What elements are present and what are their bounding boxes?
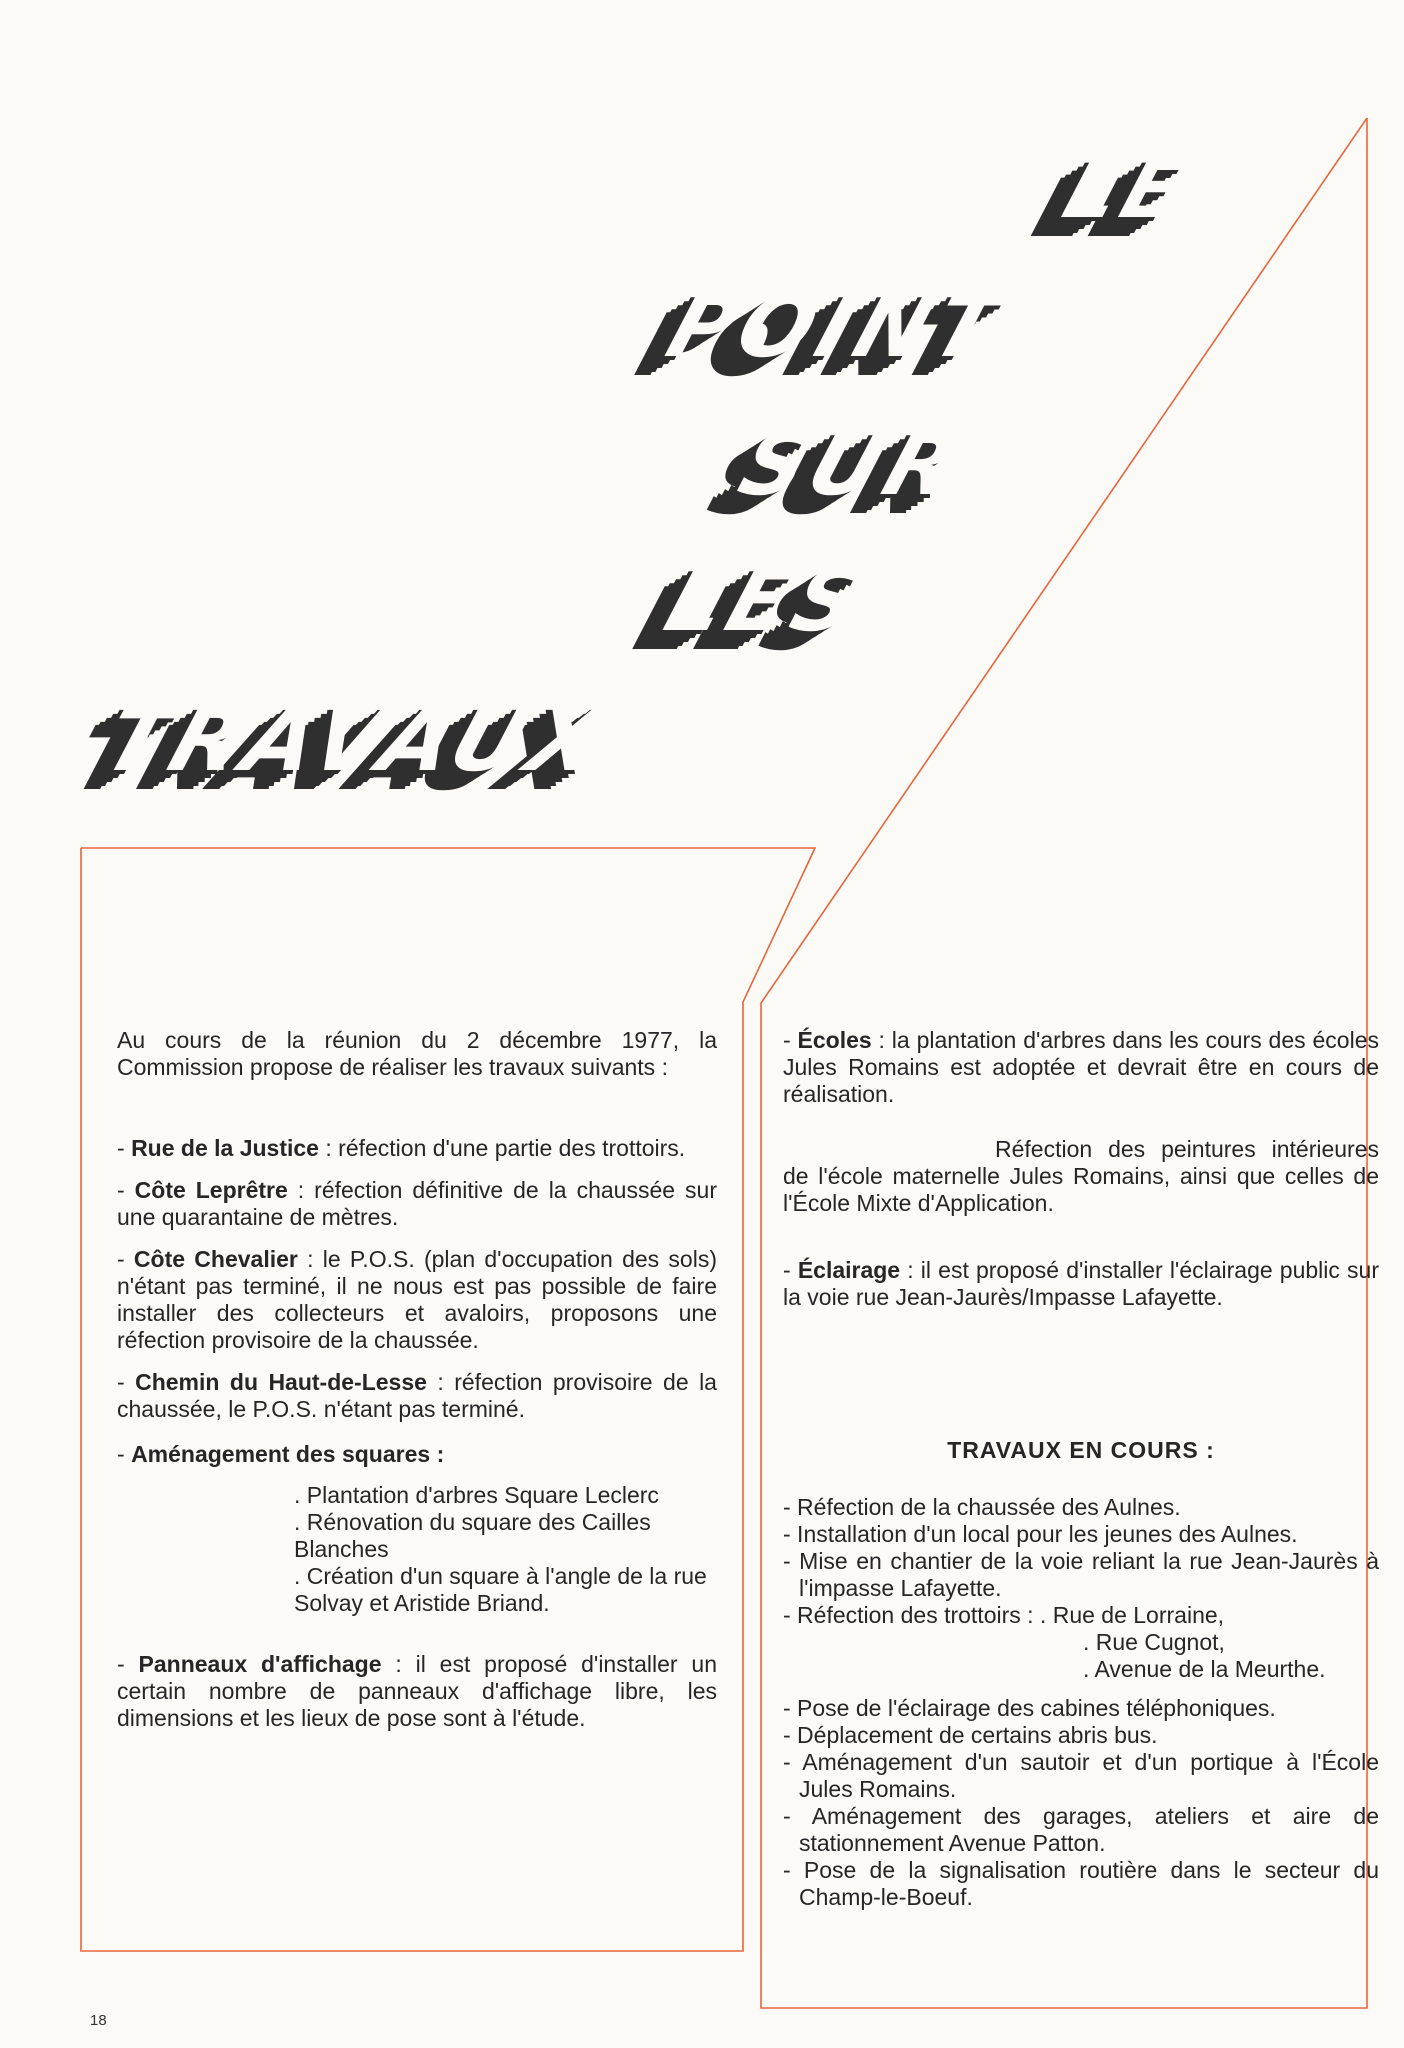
item-cote-chevalier: - Côte Chevalier : le P.O.S. (plan d'occupation des sols) n'étant pas terminé, il ne nous est pas possible de faire installer des collecteurs et avaloirs, proposons une réfection provisoire de la chaussée.: [117, 1246, 717, 1353]
squares-list: [294, 1482, 717, 1617]
item-refection-peintures: Réfection des peintures intérieures de l'école maternelle Jules Romains, ainsi que celles de l'École Mixte d'Application.: [783, 1136, 1379, 1216]
list-item: - Mise en chantier de la voie reliant la rue Jean-Jaurès à l'impasse Lafayette.: [783, 1548, 1379, 1601]
right-column: [783, 1027, 1379, 1311]
list-item: - Pose de la signalisation routière dans le secteur du Champ-le-Boeuf.: [783, 1857, 1379, 1910]
title-line-travaux: TRAVAUX: [91, 688, 623, 791]
item-panneaux: - Panneaux d'affichage : il est proposé d'installer un certain nombre de panneaux d'affichage libre, les dimensions et les lieux de pose sont à l'étude.: [117, 1651, 717, 1731]
page-number: 18: [90, 2012, 107, 2029]
list-item: . Plantation d'arbres Square Leclerc: [294, 1482, 659, 1508]
list-item: - Aménagement des garages, ateliers et aire de stationnement Avenue Patton.: [783, 1803, 1379, 1856]
travaux-en-cours-heading: TRAVAUX EN COURS :: [947, 1437, 1215, 1463]
item-eclairage: - Éclairage : il est proposé d'installer l'éclairage public sur la voie rue Jean-Jaurès/Impasse Lafayette.: [783, 1257, 1379, 1310]
title-line-les: LES: [653, 551, 880, 651]
title-line-point: POINT: [655, 277, 1018, 377]
list-item: - Aménagement d'un sautoir et d'un portique à l'École Jules Romains.: [783, 1749, 1379, 1802]
title-line-le: LE: [1053, 143, 1201, 236]
intro-paragraph: Au cours de la réunion du 2 décembre 1977, la Commission propose de réaliser les travaux suivants :: [117, 1027, 717, 1080]
list-item: . Rue Cugnot,: [1083, 1629, 1225, 1655]
item-chemin-haut-de-lesse: - Chemin du Haut-de-Lesse : réfection provisoire de la chaussée, le P.O.S. n'étant pas terminé.: [117, 1369, 717, 1422]
list-item: - Réfection des trottoirs : . Rue de Lorraine,: [783, 1602, 1225, 1628]
item-rue-justice: - Rue de la Justice : réfection d'une partie des trottoirs.: [117, 1135, 686, 1161]
left-column: [117, 1027, 717, 1732]
item-cote-lepretre: - Côte Leprêtre : réfection définitive de la chaussée sur une quarantaine de mètres.: [117, 1177, 717, 1230]
list-item: . Avenue de la Meurthe.: [1083, 1656, 1326, 1682]
travaux-en-cours-list: [783, 1494, 1379, 1911]
list-item: - Installation d'un local pour les jeunes des Aulnes.: [783, 1521, 1298, 1547]
item-ecoles: - Écoles : la plantation d'arbres dans les cours des écoles Jules Romains est adoptée et devrait être en cours de réalisation.: [783, 1027, 1379, 1107]
list-item: - Déplacement de certains abris bus.: [783, 1722, 1158, 1748]
squares-heading: - Aménagement des squares :: [117, 1441, 445, 1467]
title-line-sur: SUR: [727, 415, 977, 515]
list-item: - Pose de l'éclairage des cabines téléphoniques.: [783, 1695, 1276, 1721]
list-item: - Réfection de la chaussée des Aulnes.: [783, 1494, 1181, 1520]
list-item: . Rénovation du square des Cailles Blanches: [294, 1509, 651, 1562]
list-item: . Création d'un square à l'angle de la rue Solvay et Aristide Briand.: [294, 1563, 707, 1616]
